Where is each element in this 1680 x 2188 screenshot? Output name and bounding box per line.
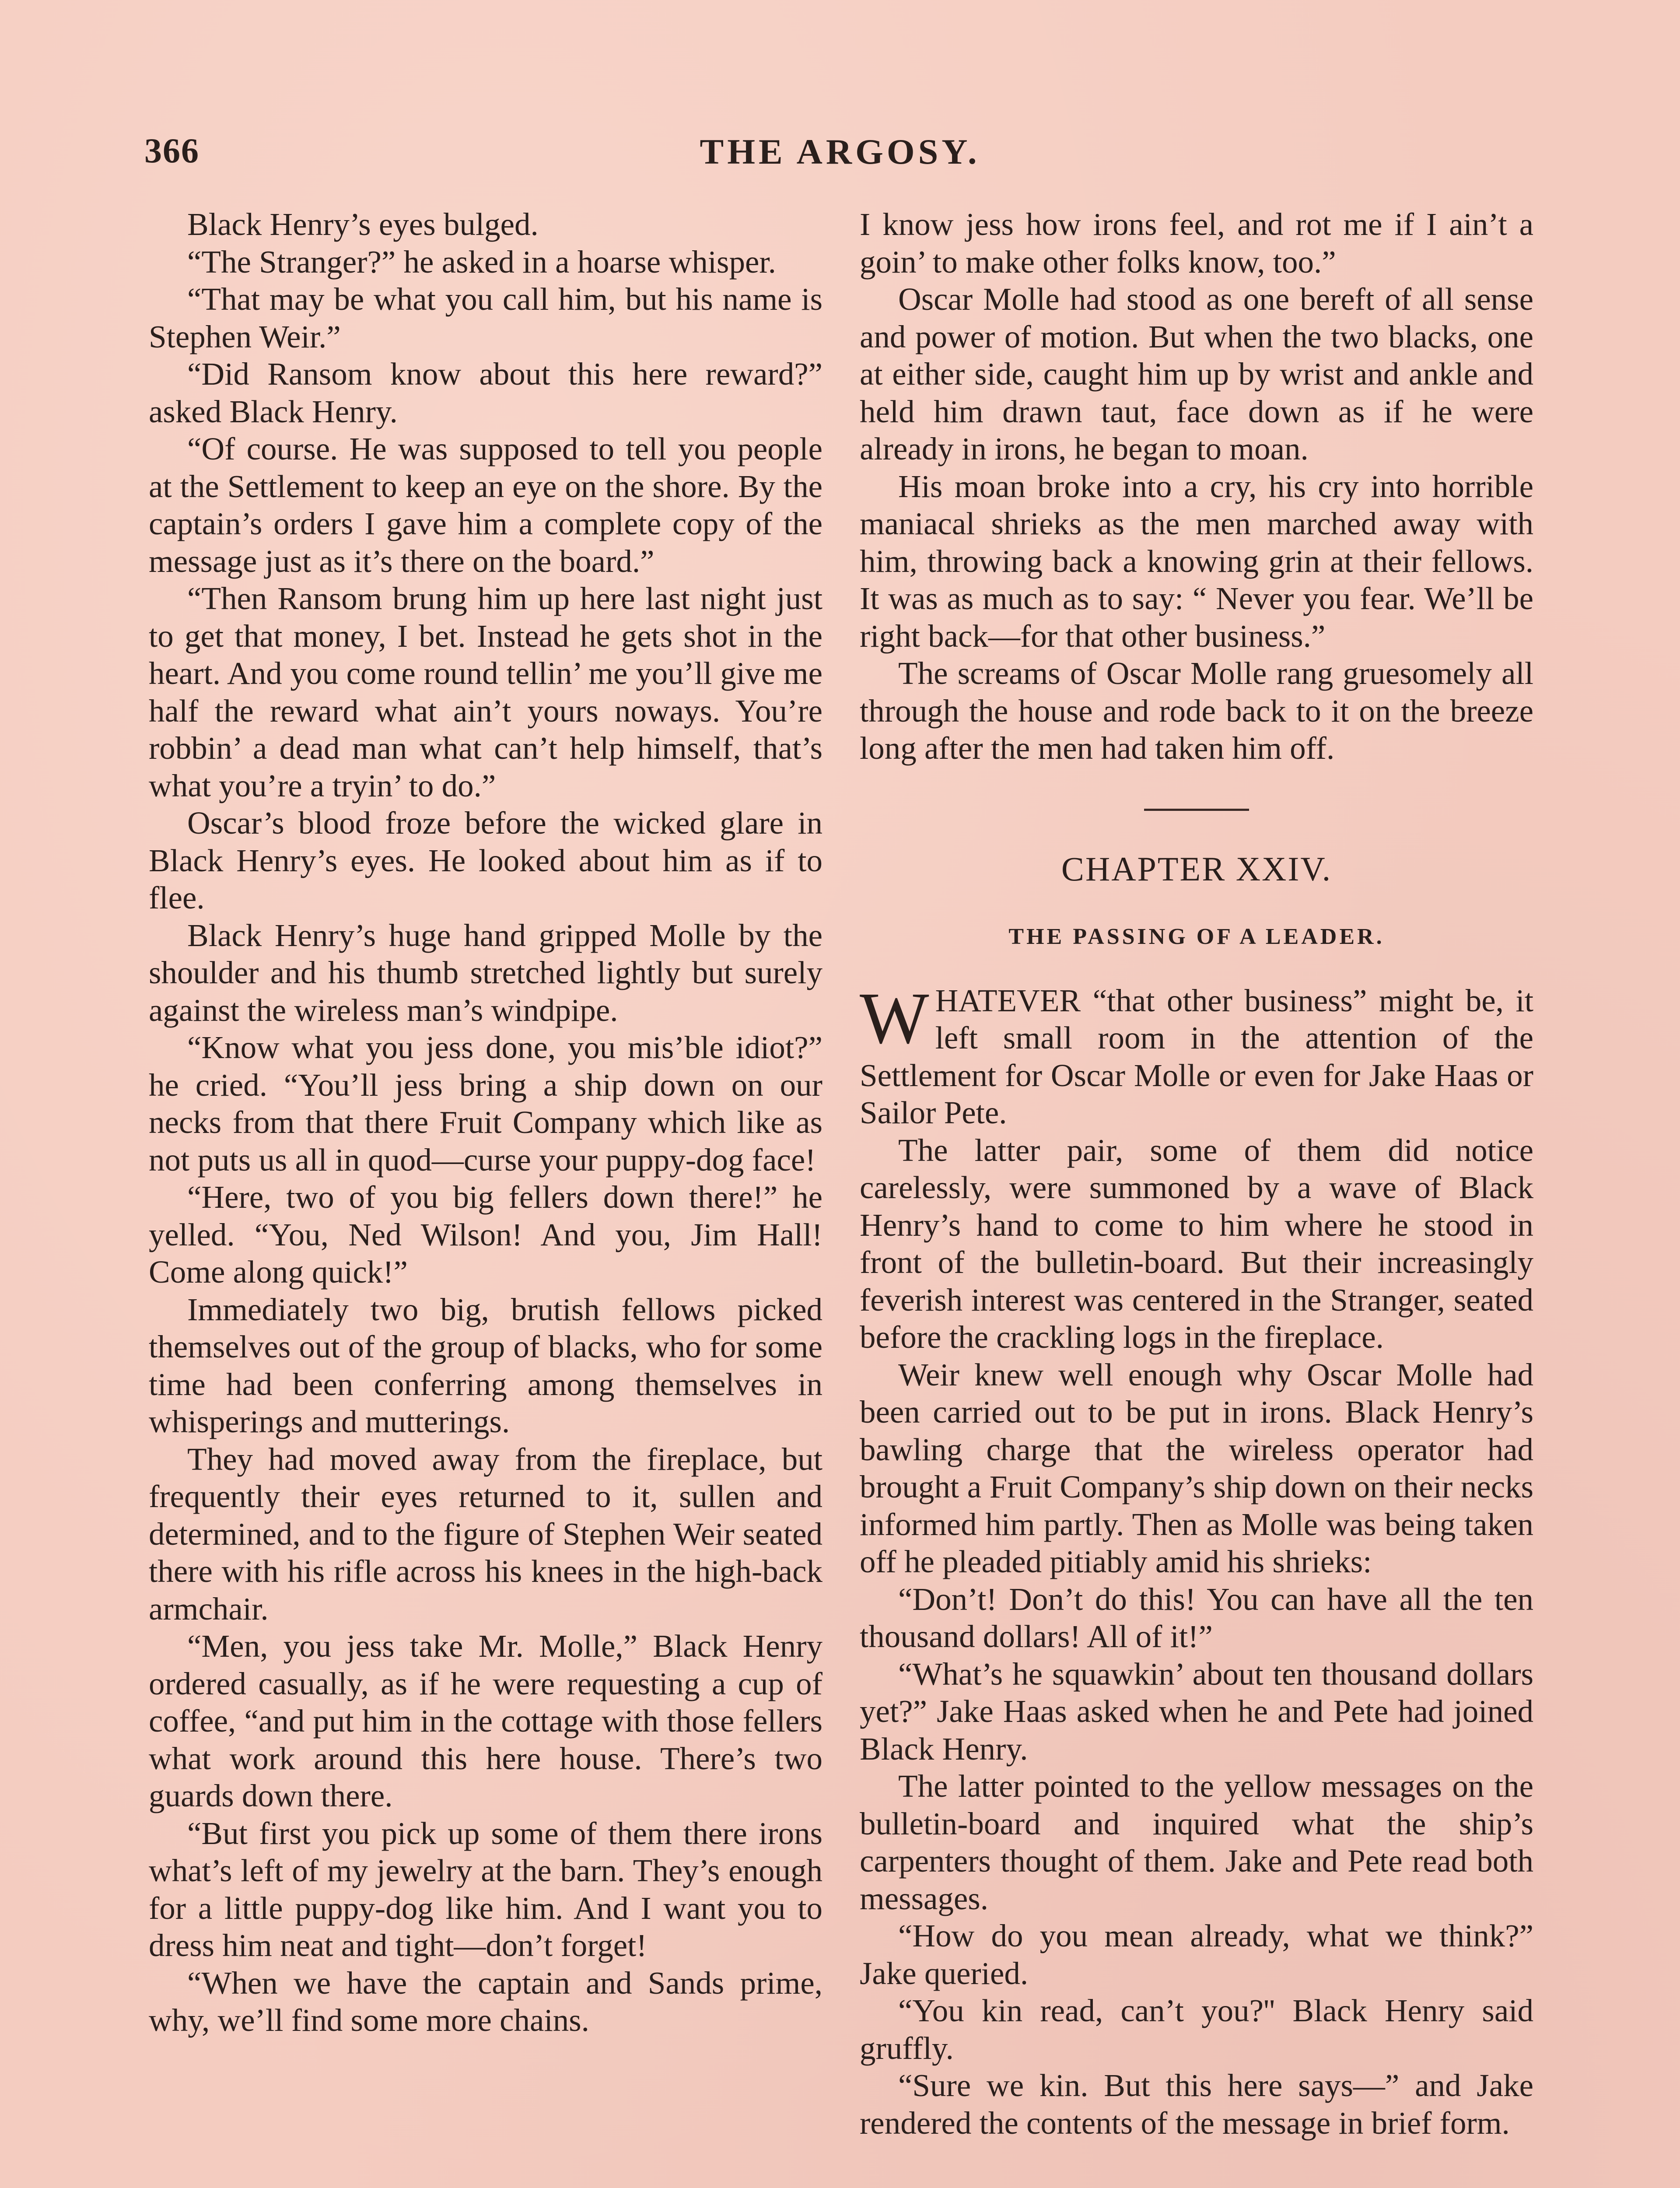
paragraph: “But first you pick up some of them there irons what’s left of my jewelry at the barn. They’s enough for a little puppy-dog like him. And I want you to dress him neat and tight—don’t forget! <box>149 1815 822 1963</box>
section-divider <box>1144 809 1249 811</box>
paragraph: “Men, you jess take Mr. Molle,” Black Henry ordered casually, as if he were requesting a cup of coffee, “and put him in the cottage with those fellers what work around this here house. There’s two guards down there. <box>149 1628 822 1813</box>
paragraph: Black Henry’s huge hand gripped Molle by the shoulder and his thumb stretched lightly but surely against the wireless man’s windpipe. <box>149 917 822 1028</box>
paragraph: The latter pointed to the yellow messages on the bulletin-board and inquired what the ship’s carpenters thought of them. Jake and Pete read both messages. <box>860 1768 1533 1916</box>
paragraph: “You kin read, can’t you?'' Black Henry said gruffly. <box>860 1993 1533 2066</box>
paragraph: “Know what you jess done, you mis’ble idiot?” he cried. “You’ll jess bring a ship down on our necks from that there Fruit Company which like as not puts us all in quod—curse your puppy-dog face! <box>149 1030 822 1178</box>
paragraph: Black Henry’s eyes bulged. <box>187 207 539 242</box>
paragraph: His moan broke into a cry, his cry into horrible maniacal shrieks as the men marched away with him, throwing back a knowing grin at their fellows. It was as much as to say: “ Never you fear. We’ll be right back—for that other business.” <box>860 468 1533 654</box>
paragraph: “When we have the captain and Sands prime, why, we’ll find some more chains. <box>149 1965 822 2038</box>
chapter-heading: CHAPTER XXIV. <box>1061 849 1332 888</box>
paragraph: The screams of Oscar Molle rang gruesomely all through the house and rode back to it on the breeze long after the men had taken him off. <box>860 656 1533 766</box>
paragraph: “Then Ransom brung him up here last night just to get that money, I bet. Instead he gets shot in the heart. And you come round tellin’ me you’ll give me half the reward what ain’t yours noways. You’re robbin’ a dead man what can’t help himself, that’s what you’re a tryin’ to do.” <box>149 581 822 803</box>
paragraph: “What’s he squawkin’ about ten thousand dollars yet?” Jake Haas asked when he and Pete had joined Black Henry. <box>860 1656 1533 1767</box>
paragraph: “The Stranger?” he asked in a hoarse whisper. <box>187 244 776 280</box>
paragraph: “Did Ransom know about this here reward?” asked Black Henry. <box>149 356 822 429</box>
paragraph: Oscar Molle had stood as one bereft of all sense and power of motion. But when the two blacks, one at either side, caught him up by wrist and ankle and held him drawn taut, face down as if he were already in irons, he began to moan. <box>860 281 1533 466</box>
left-column <box>149 206 822 2039</box>
chapter-subtitle: THE PASSING OF A LEADER. <box>1008 924 1385 949</box>
drop-cap: W <box>860 977 929 1059</box>
paragraph: The latter pair, some of them did notice carelessly, were summoned by a wave of Black Henry’s hand to come to him where he stood in front of the bulletin-board. But their increasingly feverish interest was centered in the Stranger, seated before the crackling logs in the fireplace. <box>860 1132 1533 1355</box>
paragraph: I know jess how irons feel, and rot me if I ain’t a goin’ to make other folks know, too.” <box>860 207 1533 280</box>
right-column <box>860 206 1533 2142</box>
paragraph: They had moved away from the fireplace, but frequently their eyes returned to it, sullen and determined, and to the figure of Stephen Weir seated there with his rifle across his knees in the high-back armchair. <box>149 1441 822 1627</box>
paragraph: “Here, two of you big fellers down there!” he yelled. “You, Ned Wilson! And you, Jim Hall! Come along quick!” <box>149 1179 822 1290</box>
paragraph: Oscar’s blood froze before the wicked glare in Black Henry’s eyes. He looked about him as if to flee. <box>149 805 822 915</box>
chapter-opening-paragraph <box>860 977 1533 1132</box>
paragraph: “That may be what you call him, but his name is Stephen Weir.” <box>149 281 822 354</box>
paragraph: Weir knew well enough why Oscar Molle had been carried out to be put in irons. Black Henry’s bawling charge that the wireless operator had brought a Fruit Company’s ship down on their necks informed him partly. Then as Molle was being taken off he pleaded pitiably amid his shrieks: <box>860 1357 1533 1579</box>
paragraph: “Sure we kin. But this here says—” and Jake rendered the contents of the message in brief form. <box>860 2068 1533 2141</box>
paragraph: “Don’t! Don’t do this! You can have all the ten thousand dollars! All of it!” <box>860 1581 1533 1654</box>
paragraph: “How do you mean already, what we think?” Jake queried. <box>860 1918 1533 1991</box>
magazine-title: THE ARGOSY. <box>700 132 980 172</box>
paragraph: “Of course. He was supposed to tell you people at the Settlement to keep an eye on the shore. By the captain’s orders I gave him a complete copy of the message just as it’s there on the board.” <box>149 431 822 579</box>
paragraph: Immediately two big, brutish fellows picked themselves out of the group of blacks, who for some time had been conferring among themselves in whisperings and mutterings. <box>149 1291 822 1439</box>
running-head <box>144 131 1536 179</box>
chapter-opening-text: HATEVER “that other business” might be, it left small room in the attention of the Settlement for Oscar Molle or even for Jake Haas or Sailor Pete. <box>860 982 1533 1130</box>
page-number: 366 <box>144 132 200 170</box>
